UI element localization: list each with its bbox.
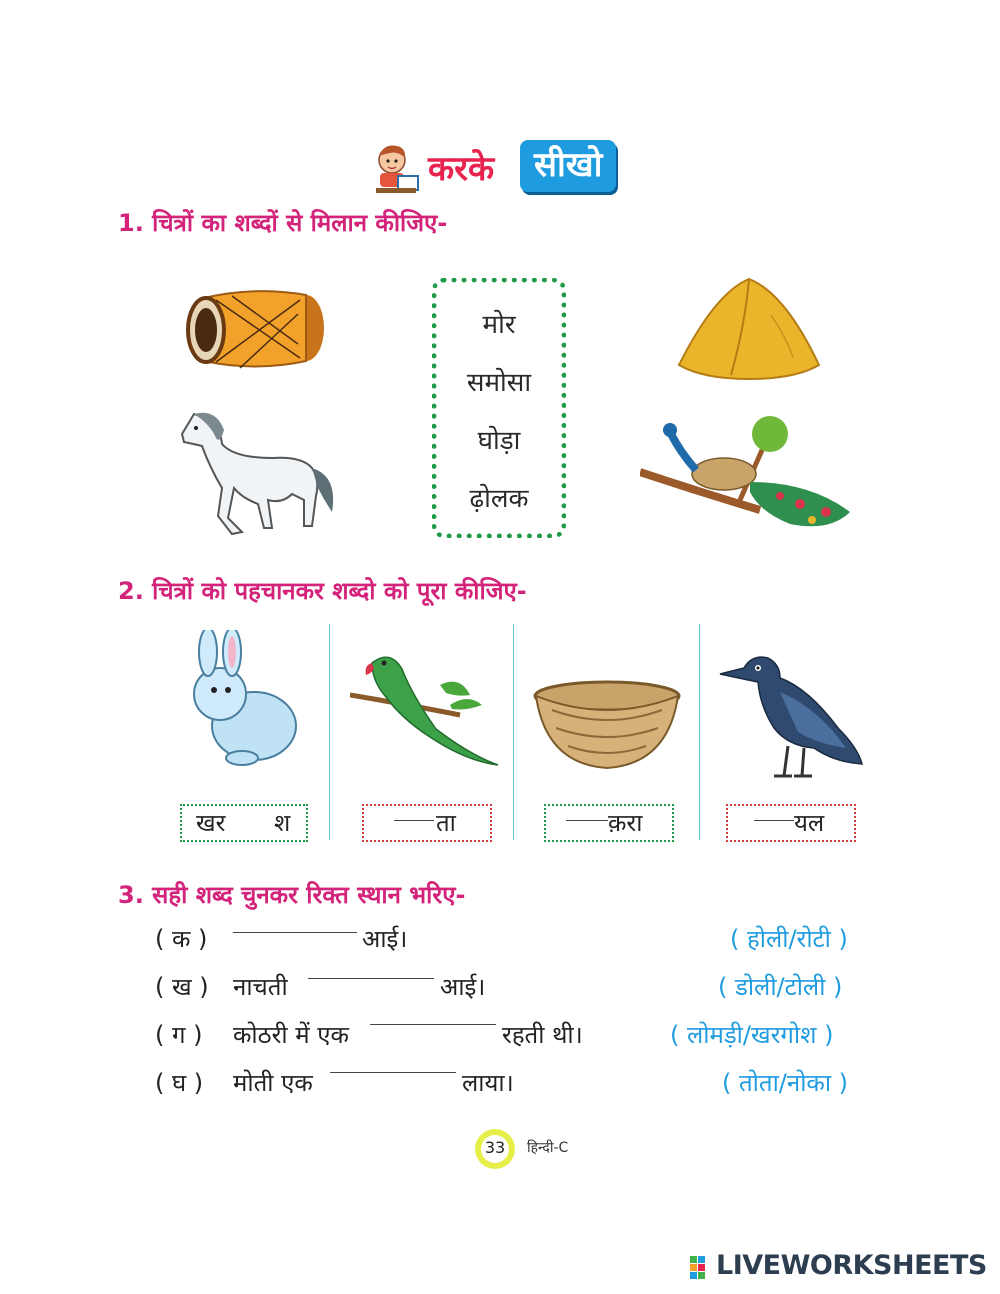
answer-options: ( लोमड़ी/खरगोश ) (670, 1021, 834, 1049)
blank-line[interactable] (566, 820, 608, 821)
word-part: श (274, 809, 291, 837)
basket-image[interactable] (532, 680, 682, 772)
section2-title: 2. चित्रों को पहचानकर शब्दो को पूरा कीजिए- (118, 577, 527, 605)
question-text-before: कोठरी में एक (233, 1021, 349, 1049)
word-item[interactable]: मोर (482, 310, 516, 340)
question-label: ( घ ) (155, 1069, 204, 1097)
question-label: ( ग ) (155, 1021, 203, 1049)
blank-line[interactable] (754, 820, 794, 821)
book-subtitle: हिन्दी-C (527, 1140, 569, 1156)
kid-reading-icon (370, 142, 422, 196)
rabbit-image[interactable] (182, 630, 307, 770)
answer-blank[interactable] (330, 1072, 456, 1073)
header-title-part1: करके (428, 149, 495, 189)
answer-options: ( डोली/टोली ) (718, 973, 843, 1001)
column-divider (329, 624, 330, 840)
word-item[interactable]: ढ़ोलक (469, 484, 529, 514)
answer-blank[interactable] (370, 1024, 496, 1025)
fill-word-box[interactable] (544, 804, 674, 842)
answer-blank[interactable] (308, 978, 434, 979)
fill-word-box[interactable] (362, 804, 492, 842)
horse-image[interactable] (172, 408, 344, 543)
word-part: खर (196, 809, 226, 837)
blank-line[interactable] (394, 820, 434, 821)
question-label: ( ख ) (155, 973, 209, 1001)
word-item[interactable]: समोसा (466, 368, 532, 398)
header (370, 140, 640, 200)
question-text-after: लाया। (462, 1069, 514, 1097)
column-divider (699, 624, 700, 840)
page-number: 33 (484, 1138, 506, 1157)
answer-options: ( होली/रोटी ) (730, 925, 848, 953)
question-text-after: रहती थी। (502, 1021, 583, 1049)
word-options-box (432, 278, 566, 538)
fill-word-box[interactable] (726, 804, 856, 842)
question-text-before: नाचती (233, 973, 288, 1001)
word-part: यल (794, 809, 825, 837)
question-text-after: आई। (440, 973, 486, 1001)
fill-word-box[interactable] (180, 804, 308, 842)
word-part: ता (436, 809, 456, 837)
word-part: क़रा (608, 809, 643, 837)
drum-image[interactable] (180, 288, 330, 373)
question-text-before: मोती एक (233, 1069, 313, 1097)
liveworksheets-logo-icon (690, 1256, 714, 1280)
question-text-after: आई। (362, 925, 408, 953)
peacock-image[interactable] (640, 412, 862, 537)
section3-title: 3. सही शब्द चुनकर रिक्त स्थान भरिए- (118, 881, 466, 909)
word-item[interactable]: घोड़ा (477, 426, 521, 456)
question-label: ( क ) (155, 925, 208, 953)
answer-options: ( तोता/नोका ) (722, 1069, 849, 1097)
column-divider (513, 624, 514, 840)
answer-blank[interactable] (233, 932, 357, 933)
samosa-image[interactable] (675, 275, 823, 385)
parrot-image[interactable] (350, 645, 502, 767)
header-title-part2: सीखो (520, 140, 616, 192)
watermark-text: LIVEWORKSHEETS (716, 1250, 987, 1281)
crow-image[interactable] (718, 648, 866, 784)
section1-title: 1. चित्रों का शब्दों से मिलान कीजिए- (118, 209, 448, 237)
